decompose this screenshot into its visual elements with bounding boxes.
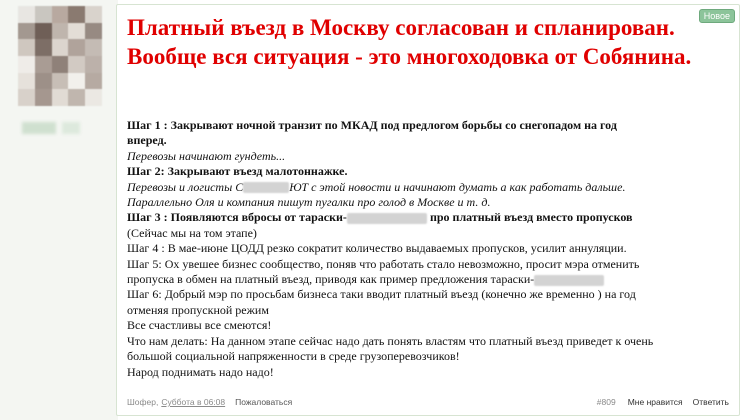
avatar-pixel (68, 23, 85, 40)
avatar-pixel (85, 89, 102, 106)
redacted-name (534, 275, 604, 286)
avatar-pixel (18, 23, 35, 40)
post-line-part: пропуска в обмен на платный въезд, приводя как пример предложения тараски- (127, 272, 535, 287)
post-line: Шаг 4 : В мае-июне ЦОДД резко сократит количество выдаваемых пропусков, усилит аннуляции. (127, 241, 627, 256)
post-line: Народ поднимать надо надо! (127, 364, 274, 379)
post-footer (127, 397, 729, 407)
avatar-pixel (85, 73, 102, 90)
post-line (127, 272, 711, 287)
post-line: Шаг 6: Добрый мэр по просьбам бизнеса таки вводит платный въезд (конечно же временно ) на год (127, 287, 636, 302)
avatar-pixel (68, 39, 85, 56)
avatar-pixel (18, 73, 35, 90)
author-column (0, 0, 118, 420)
post-line-part: Перевозы и логисты С (127, 179, 244, 194)
avatar-pixel (52, 23, 69, 40)
avatar-pixel (35, 23, 52, 40)
avatar-pixel (52, 56, 69, 73)
post-line (127, 210, 711, 225)
redacted-name (347, 213, 427, 224)
avatar-pixel (35, 39, 52, 56)
post-line: Шаг 2: Закрывают въезд малотоннажке. (127, 164, 348, 179)
post-line: Параллельно Оля и компания пишут пугалки про голод в Москве и т. д. (127, 195, 491, 210)
avatar-pixel (85, 6, 102, 23)
avatar-pixel (68, 6, 85, 23)
post-card (116, 4, 740, 416)
post-number[interactable]: #809 (596, 397, 616, 407)
avatar-pixel (52, 6, 69, 23)
avatar-pixel (68, 73, 85, 90)
post-line: (Сейчас мы на том этапе) (127, 225, 257, 240)
author-rank-redacted (62, 122, 80, 134)
avatar-pixel (18, 89, 35, 106)
avatar-pixel (35, 89, 52, 106)
post-line-part: про платный въезд вместо пропусков (426, 210, 633, 225)
avatar-pixel (52, 39, 69, 56)
reply-link[interactable]: Ответить (692, 397, 729, 407)
avatar-pixel (35, 56, 52, 73)
post-line-part: ЮТ с этой новости и начинают думать а как работать дальше. (289, 179, 626, 194)
avatar-pixel (52, 89, 69, 106)
post-line (127, 180, 711, 195)
avatar-pixel (85, 56, 102, 73)
avatar-pixel (18, 39, 35, 56)
post-line: вперед. (127, 133, 167, 148)
post-body (127, 118, 711, 380)
avatar-pixel (68, 89, 85, 106)
avatar-pixel (35, 73, 52, 90)
post-line: Все счастливы все смеются! (127, 318, 272, 333)
post-title: Платный въезд в Москву согласован и спланирован. Вообще вся ситуация - это многоходовка от Собянина. (127, 15, 692, 69)
post-line: отменяя пропускной режим (127, 302, 269, 317)
avatar-pixel (18, 56, 35, 73)
author-avatar[interactable] (18, 6, 102, 106)
avatar-pixel (35, 6, 52, 23)
post-line: большой социальной напряженности в среде грузоперевозчиков! (127, 349, 460, 364)
complain-link[interactable]: Пожаловаться (235, 397, 293, 407)
like-link[interactable]: Мне нравится (627, 397, 683, 407)
avatar-pixel (85, 23, 102, 40)
post-line-part: Шаг 3 : Появляются вбросы от тараски- (127, 210, 347, 225)
post-line: Шаг 5: Ох увешее бизнес сообщество, поняв что работать стало невозможно, просит мэра отменить (127, 256, 640, 271)
avatar-pixel (18, 6, 35, 23)
avatar-pixel (85, 39, 102, 56)
post-line: Перевозы начинают гундеть... (127, 148, 286, 163)
post-time-link[interactable]: Суббота в 06:08 (161, 397, 226, 407)
post-line: Шаг 1 : Закрывают ночной транзит по МКАД под предлогом борьбы со снегопадом на год (127, 118, 617, 132)
post-line: Что нам делать: На данном этапе сейчас надо дать понять властям что платный въезд приведет к очень (127, 333, 654, 348)
author-nick-redacted (22, 122, 56, 134)
new-badge: Новое (699, 9, 735, 23)
redacted-word (243, 182, 289, 193)
post-author[interactable]: Шофер, (127, 397, 159, 407)
avatar-pixel (68, 56, 85, 73)
avatar-pixel (52, 73, 69, 90)
